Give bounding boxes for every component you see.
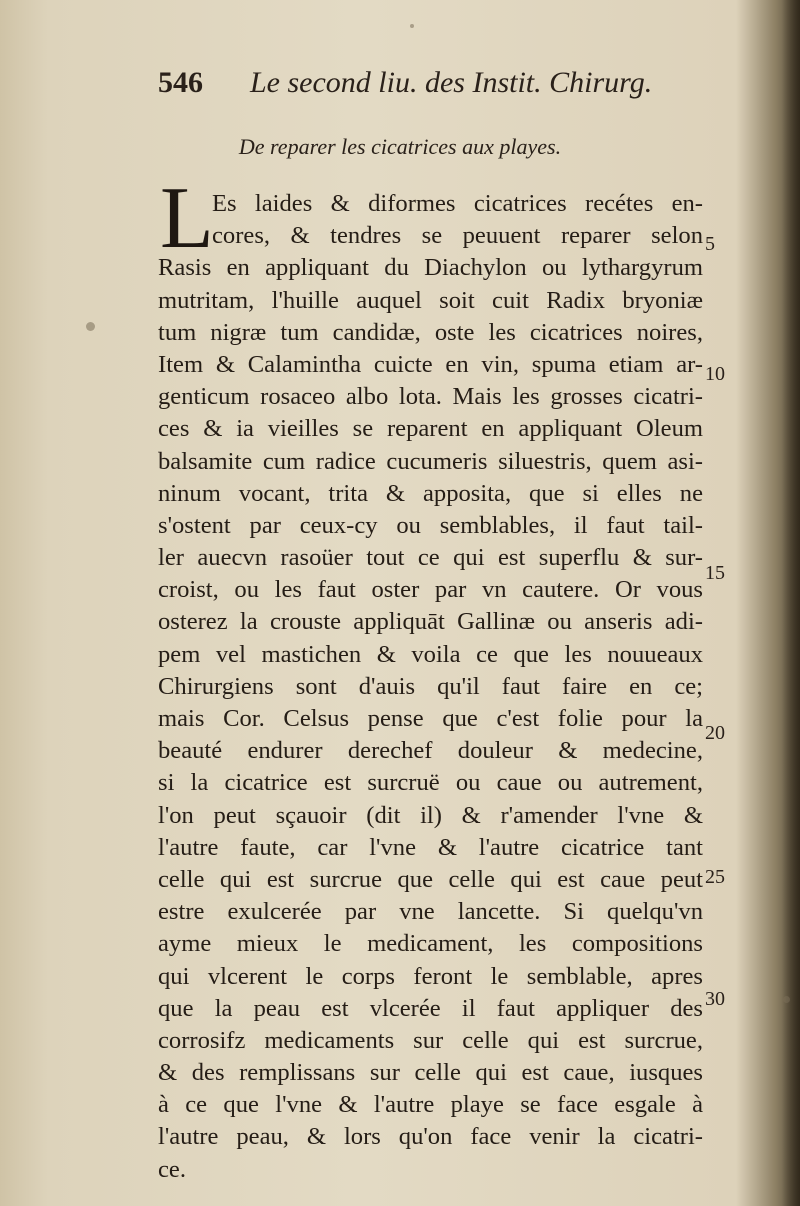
text-line: qui vlcerent le corps feront le semblable, apres: [158, 962, 703, 990]
text-line: mutritam, l'huille auquel soit cuit Radix bryoniæ: [158, 286, 703, 314]
text-line: tum nigræ tum candidæ, oste les cicatrices noires,: [158, 318, 703, 346]
page-header: [158, 66, 678, 110]
line-number-15: 15: [705, 562, 725, 584]
text-line: mais Cor. Celsus pense que c'est folie pour la: [158, 705, 703, 732]
text-line: & des remplissans sur celle qui est caue, iusques: [158, 1059, 703, 1087]
text-line: celle qui est surcrue que celle qui est caue peut: [158, 865, 703, 893]
running-title: Le second liu. des Instit. Chirurg.: [250, 66, 653, 99]
section-title: De reparer les cicatrices aux playes.: [238, 134, 562, 159]
page-number: 546: [158, 66, 203, 99]
text-line: Es laides & diformes cicatrices recétes en-: [212, 190, 703, 217]
paper-stain: [86, 322, 95, 331]
text-line: ces & ia vieilles se reparent en appliquant Oleum: [158, 415, 703, 443]
drop-cap: L: [160, 170, 214, 267]
text-line: Rasis en appliquant du Diachylon ou lythargyrum: [158, 254, 703, 282]
text-line: ayme mieux le medicament, les compositions: [158, 930, 703, 958]
text-line: Chirurgiens sont d'auis qu'il faut faire en ce;: [158, 672, 703, 700]
text-line: Item & Calamintha cuicte en vin, spuma etiam ar-: [158, 350, 703, 378]
text-line: l'autre faute, car l'vne & l'autre cicatrice tant: [158, 833, 703, 861]
text-line: que la peau est vlcerée il faut appliquer des: [158, 994, 703, 1022]
line-number-10: 10: [705, 363, 725, 385]
text-line: pem vel mastichen & voila ce que les nouueaux: [158, 640, 703, 668]
text-line: cores, & tendres se peuuent reparer selon: [212, 222, 703, 250]
text-line: croist, ou les faut oster par vn cautere. Or vous: [158, 576, 703, 604]
text-line: l'on peut sçauoir (dit il) & r'amender l'vne &: [158, 801, 703, 829]
line-number-30: 30: [705, 988, 725, 1010]
text-line: l'autre peau, & lors qu'on face venir la cicatri-: [158, 1123, 703, 1151]
page-edge-shadow: [782, 0, 800, 1206]
text-line: estre exulcerée par vne lancette. Si quelqu'vn: [158, 898, 703, 926]
text-line: s'ostent par ceux-cy ou semblables, il faut tail-: [158, 511, 703, 539]
text-line: osterez la crouste appliquāt Gallinæ ou anseris adi-: [158, 608, 703, 636]
text-line: beauté endurer derechef douleur & medecine,: [158, 737, 703, 765]
paper-stain: [783, 996, 790, 1003]
paper-stain: [410, 24, 414, 28]
text-line: ce.: [158, 1155, 186, 1183]
text-line: balsamite cum radice cucumeris siluestris, quem asi-: [158, 447, 703, 475]
line-number-25: 25: [705, 866, 725, 888]
body-text: [158, 170, 703, 1186]
text-line: à ce que l'vne & l'autre playe se face esgale à: [158, 1091, 703, 1119]
line-number-20: 20: [705, 722, 725, 744]
text-line: ninum vocant, trita & apposita, que si elles ne: [158, 479, 703, 507]
text-line: si la cicatrice est surcruë ou caue ou autrement,: [158, 769, 703, 797]
line-number-5: 5: [705, 233, 715, 255]
text-line: corrosifz medicaments sur celle qui est surcrue,: [158, 1026, 703, 1054]
text-line: genticum rosaceo albo lota. Mais les grosses cicatri-: [158, 383, 703, 411]
text-line: ler auecvn rasoüer tout ce qui est superflu & sur-: [158, 544, 703, 572]
